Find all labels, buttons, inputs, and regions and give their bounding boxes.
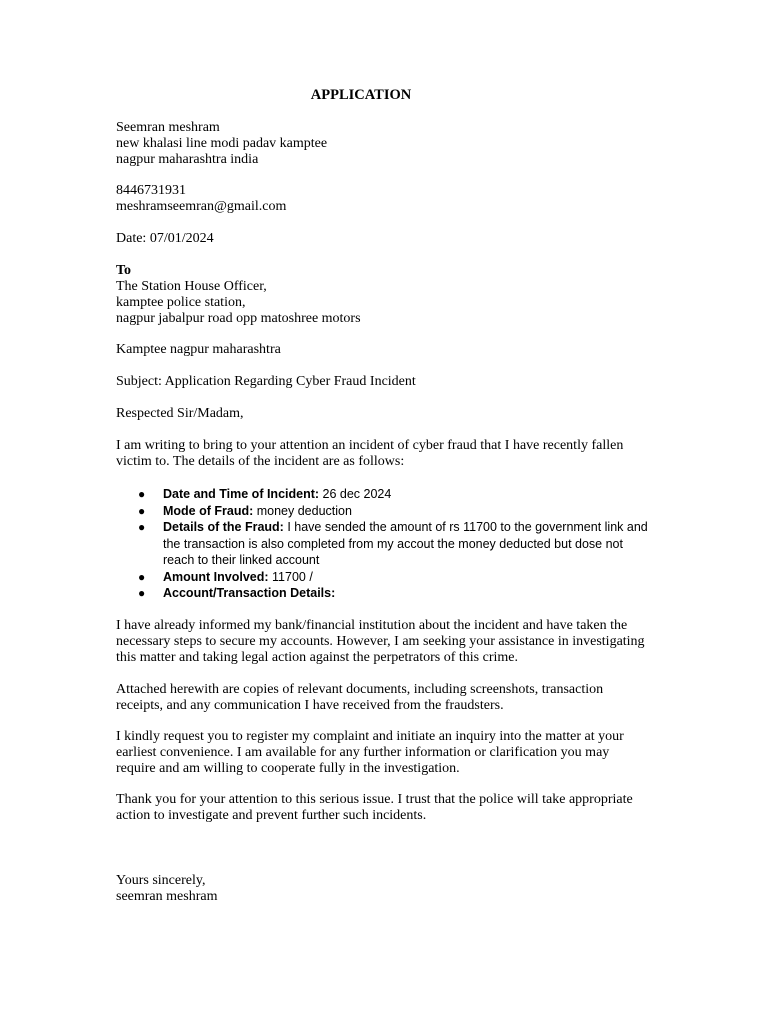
detail-label: Mode of Fraud: bbox=[163, 503, 254, 518]
list-item bbox=[116, 503, 651, 520]
recipient-line-3: nagpur jabalpur road opp matoshree motors bbox=[116, 311, 361, 326]
paragraph-attachments: Attached herewith are copies of relevant documents, including screenshots, transaction receipts, and any communication I have received from the fraudsters. bbox=[116, 682, 604, 713]
subject-line: Subject: Application Regarding Cyber Fraud Incident bbox=[116, 374, 416, 389]
bullet-icon: ● bbox=[138, 503, 146, 518]
recipient-to-label: To bbox=[116, 263, 132, 278]
sender-phone: 8446731931 bbox=[116, 183, 186, 198]
bullet-icon: ● bbox=[138, 586, 146, 600]
list-item bbox=[116, 569, 651, 586]
detail-value: 26 dec 2024 bbox=[319, 487, 392, 501]
detail-value: money deduction bbox=[253, 503, 352, 518]
closing: Yours sincerely, bbox=[116, 873, 206, 888]
detail-label: Date and Time of Incident: bbox=[163, 487, 320, 501]
detail-label: Amount Involved: bbox=[163, 569, 269, 584]
paragraph-thanks: Thank you for your attention to this serious issue. I trust that the police will take appropriate action to investigate and prevent further such incidents. bbox=[116, 792, 633, 823]
sender-address-line-1: new khalasi line modi padav kamptee bbox=[116, 136, 328, 151]
bullet-icon: ● bbox=[138, 569, 146, 584]
document-title: APPLICATION bbox=[310, 87, 412, 103]
list-item bbox=[116, 585, 651, 602]
sender-contact-block bbox=[116, 183, 656, 215]
detail-label: Details of the Fraud: bbox=[163, 520, 284, 534]
letter-date: Date: 07/01/2024 bbox=[116, 231, 214, 246]
intro-paragraph: I am writing to bring to your attention an incident of cyber fraud that I have recently fallen victim to. The details of the incident are as follows: bbox=[116, 438, 624, 469]
signature-name: seemran meshram bbox=[116, 889, 218, 904]
recipient-line-2: kamptee police station, bbox=[116, 295, 246, 310]
sender-address-block bbox=[116, 120, 656, 168]
list-item bbox=[116, 486, 651, 503]
detail-value: I have sended the amount of rs 11700 to the government link and the transaction is also completed from my accout the money deducted but dose not reach to their linked account bbox=[163, 520, 648, 567]
recipient-city: Kamptee nagpur maharashtra bbox=[116, 342, 281, 357]
bullet-icon: ● bbox=[138, 487, 146, 501]
recipient-line-1: The Station House Officer, bbox=[116, 279, 267, 294]
paragraph-bank-informed: I have already informed my bank/financial institution about the incident and have taken the necessary steps to secure my accounts. However, I am seeking your assistance in investigating this matter and taking legal action against the perpetrators of this crime. bbox=[116, 618, 645, 665]
sender-email: meshramseemran@gmail.com bbox=[116, 199, 287, 214]
incident-details-list bbox=[116, 486, 651, 602]
recipient-block bbox=[116, 263, 656, 327]
paragraph-request: I kindly request you to register my complaint and initiate an inquiry into the matter at your earliest convenience. I am available for any further information or clarification you may require and am willing to cooperate fully in the investigation. bbox=[116, 729, 624, 776]
list-item bbox=[116, 519, 651, 569]
sender-name: Seemran meshram bbox=[116, 120, 220, 135]
salutation: Respected Sir/Madam, bbox=[116, 406, 244, 421]
closing-block bbox=[116, 873, 656, 905]
detail-value: 11700 / bbox=[268, 569, 313, 584]
bullet-icon: ● bbox=[138, 520, 146, 534]
sender-address-line-2: nagpur maharashtra india bbox=[116, 152, 259, 167]
detail-label: Account/Transaction Details: bbox=[163, 586, 336, 600]
